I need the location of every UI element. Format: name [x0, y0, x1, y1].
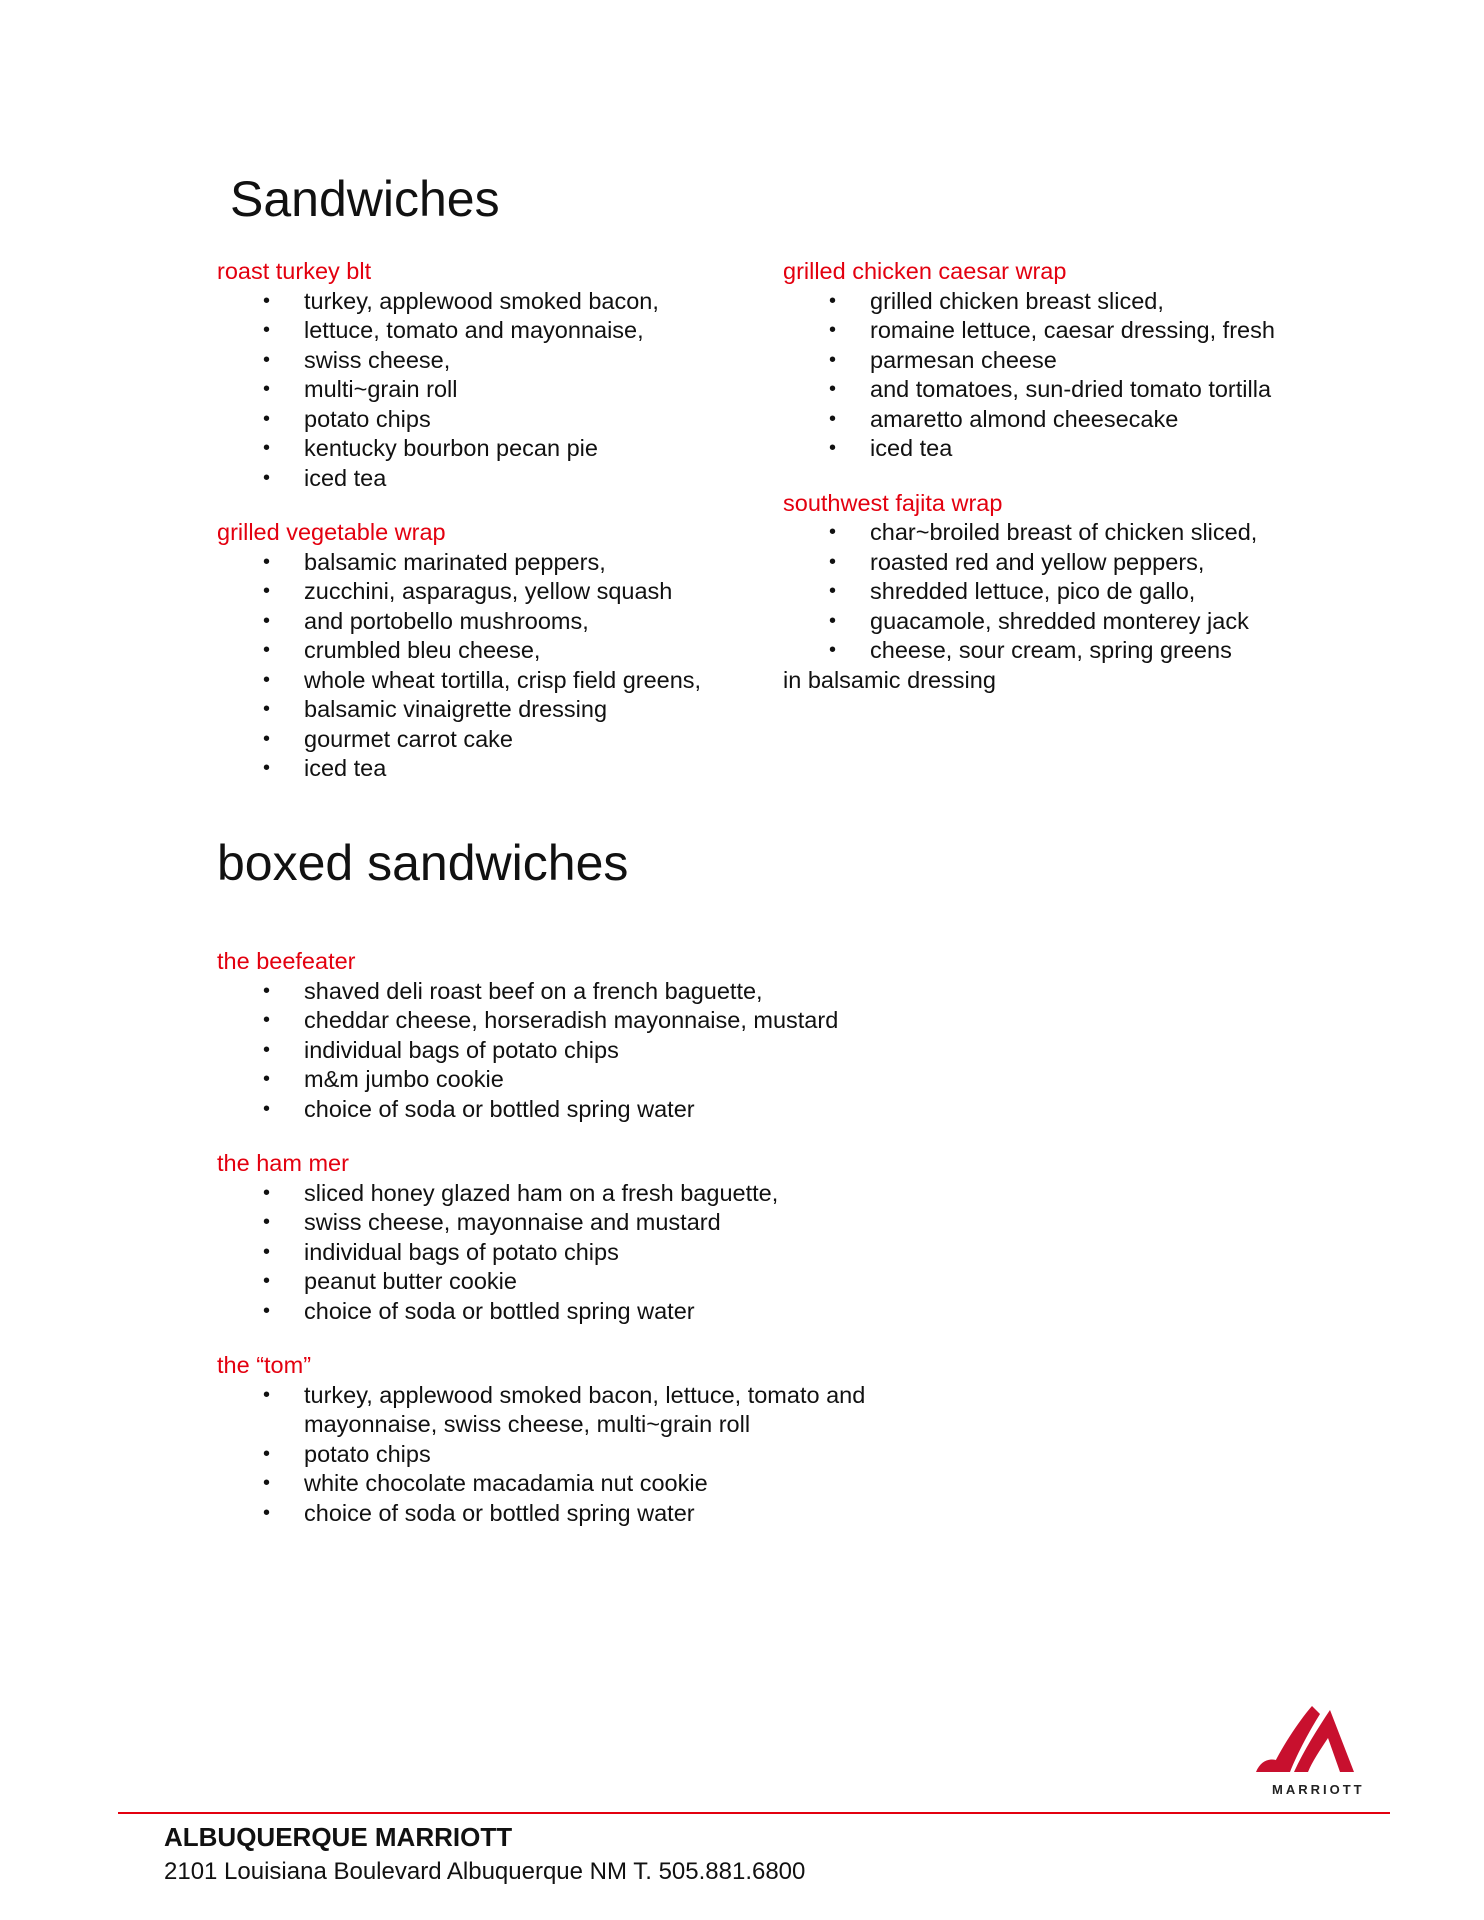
list-item: • potato chips — [217, 1440, 917, 1470]
list-item: • individual bags of potato chips — [217, 1036, 917, 1066]
menu-item-title: the ham mer — [217, 1150, 349, 1176]
bullet-icon: • — [263, 1472, 271, 1494]
menu-item-roast-turkey-blt — [217, 257, 737, 493]
bullet-icon: • — [263, 1211, 271, 1233]
bullet-icon: • — [263, 1501, 271, 1524]
list-item: • white chocolate macadamia nut cookie — [217, 1469, 917, 1499]
bullet-icon: • — [263, 698, 271, 720]
ingredient-list — [217, 287, 737, 494]
menu-item-southwest-fajita-wrap — [783, 489, 1303, 696]
bullet-icon: • — [829, 319, 837, 341]
list-item: • grilled chicken breast sliced, — [783, 287, 1303, 317]
bullet-icon: • — [263, 1097, 271, 1120]
list-item: • multi~grain roll — [217, 375, 737, 405]
list-item: • shaved deli roast beef on a french baguette, — [217, 977, 917, 1007]
list-item: • m&m jumbo cookie — [217, 1065, 917, 1095]
right-menu-column — [783, 257, 1303, 720]
list-item: • swiss cheese, mayonnaise and mustard — [217, 1208, 917, 1238]
footer-hotel-name: ALBUQUERQUE MARRIOTT — [164, 1822, 513, 1852]
list-item: • gourmet carrot cake — [217, 725, 737, 755]
list-item: • whole wheat tortilla, crisp field greens, — [217, 666, 754, 696]
menu-item-title: grilled chicken caesar wrap — [783, 258, 1067, 284]
list-item: • shredded lettuce, pico de gallo, — [783, 577, 1303, 607]
list-item: • potato chips — [217, 405, 737, 435]
bullet-icon: • — [829, 609, 837, 632]
list-item: • turkey, applewood smoked bacon, — [217, 287, 737, 317]
ingredient-list — [217, 977, 917, 1125]
bullet-icon: • — [263, 727, 271, 750]
page-title: Sandwiches — [230, 171, 500, 227]
bullet-icon: • — [263, 319, 271, 341]
left-menu-column — [217, 257, 737, 809]
ingredient-list — [217, 1179, 917, 1327]
bullet-icon: • — [263, 609, 271, 632]
ingredient-list — [783, 287, 1303, 464]
list-item: • roasted red and yellow peppers, — [783, 548, 1303, 578]
list-item: • peanut butter cookie — [217, 1267, 917, 1297]
bullet-icon: • — [263, 1299, 271, 1322]
menu-item-the-ham-mer — [217, 1149, 917, 1326]
bullet-icon: • — [263, 1009, 271, 1031]
menu-item-title: southwest fajita wrap — [783, 489, 1003, 516]
bullet-icon: • — [263, 289, 271, 312]
list-item: • individual bags of potato chips — [217, 1238, 917, 1268]
bullet-icon: • — [263, 466, 271, 489]
bullet-icon: • — [263, 580, 271, 602]
bullet-icon: • — [263, 979, 271, 1002]
footer-divider — [118, 1812, 1390, 1814]
list-item: • choice of soda or bottled spring water — [217, 1095, 917, 1125]
bullet-icon: • — [263, 1270, 271, 1292]
bullet-icon: • — [263, 757, 271, 779]
bullet-icon: • — [263, 378, 271, 400]
boxed-sandwiches-list — [217, 947, 917, 1553]
menu-item-title: the “tom” — [217, 1352, 312, 1378]
list-item: • char~broiled breast of chicken sliced, — [783, 518, 1290, 548]
list-item: • cheddar cheese, horseradish mayonnaise, mustard — [217, 1006, 917, 1036]
list-item: • balsamic vinaigrette dressing — [217, 695, 737, 725]
menu-item-grilled-chicken-caesar-wrap — [783, 257, 1303, 464]
menu-item-the-beefeater — [217, 947, 917, 1124]
bullet-icon: • — [263, 1442, 271, 1465]
bullet-icon: • — [263, 639, 271, 661]
bullet-icon: • — [263, 1240, 271, 1263]
bullet-icon: • — [829, 437, 837, 459]
list-item: • cheese, sour cream, spring greens — [783, 636, 1303, 666]
ingredient-list — [217, 1381, 917, 1529]
list-item: • lettuce, tomato and mayonnaise, — [217, 316, 737, 346]
bullet-icon: • — [263, 1181, 271, 1204]
bullet-icon: • — [829, 407, 837, 430]
bullet-icon: • — [829, 580, 837, 602]
list-item: • choice of soda or bottled spring water — [217, 1499, 917, 1529]
trailing-note: in balsamic dressing — [783, 666, 996, 693]
marriott-wordmark: MARRIOTT — [1272, 1782, 1365, 1797]
bullet-icon: • — [263, 668, 271, 691]
bullet-icon: • — [263, 1383, 271, 1406]
ingredient-list — [783, 518, 1303, 666]
list-item: • kentucky bourbon pecan pie — [217, 434, 737, 464]
bullet-icon: • — [263, 1068, 271, 1090]
menu-item-title: the beefeater — [217, 948, 356, 974]
list-item: • balsamic marinated peppers, — [217, 548, 737, 578]
menu-item-title: grilled vegetable wrap — [217, 519, 446, 545]
list-item: • amaretto almond cheesecake — [783, 405, 1303, 435]
bullet-icon: • — [263, 348, 271, 371]
ingredient-list — [217, 548, 737, 784]
list-item: • choice of soda or bottled spring water — [217, 1297, 917, 1327]
list-item: • and tomatoes, sun-dried tomato tortilla — [783, 375, 1320, 405]
menu-item-grilled-vegetable-wrap — [217, 518, 737, 784]
list-item: • guacamole, shredded monterey jack — [783, 607, 1303, 637]
bullet-icon: • — [829, 639, 837, 661]
bullet-icon: • — [263, 407, 271, 430]
list-item: • turkey, applewood smoked bacon, lettuce, tomato and mayonnaise, swiss cheese, multi~grain roll — [263, 1381, 866, 1437]
list-item: • romaine lettuce, caesar dressing, fresh — [783, 316, 1330, 346]
list-item: • swiss cheese, — [217, 346, 737, 376]
footer-address: 2101 Louisiana Boulevard Albuquerque NM T. 505.881.6800 — [164, 1858, 806, 1885]
list-item: • iced tea — [217, 754, 737, 784]
list-item: • iced tea — [783, 434, 1303, 464]
list-item: • crumbled bleu cheese, — [217, 636, 737, 666]
list-item: • zucchini, asparagus, yellow squash — [217, 577, 737, 607]
bullet-icon: • — [263, 550, 271, 573]
bullet-icon: • — [829, 521, 837, 543]
bullet-icon: • — [829, 289, 837, 312]
bullet-icon: • — [829, 378, 837, 400]
bullet-icon: • — [263, 1038, 271, 1061]
list-item: • parmesan cheese — [783, 346, 1303, 376]
bullet-icon: • — [829, 550, 837, 573]
list-item: • and portobello mushrooms, — [217, 607, 737, 637]
list-item: • iced tea — [217, 464, 737, 494]
section-title: boxed sandwiches — [217, 835, 629, 891]
menu-item-the-tom — [217, 1351, 917, 1528]
menu-item-title: roast turkey blt — [217, 258, 372, 284]
bullet-icon: • — [263, 437, 271, 459]
list-item: • sliced honey glazed ham on a fresh baguette, — [217, 1179, 917, 1209]
bullet-icon: • — [829, 348, 837, 371]
